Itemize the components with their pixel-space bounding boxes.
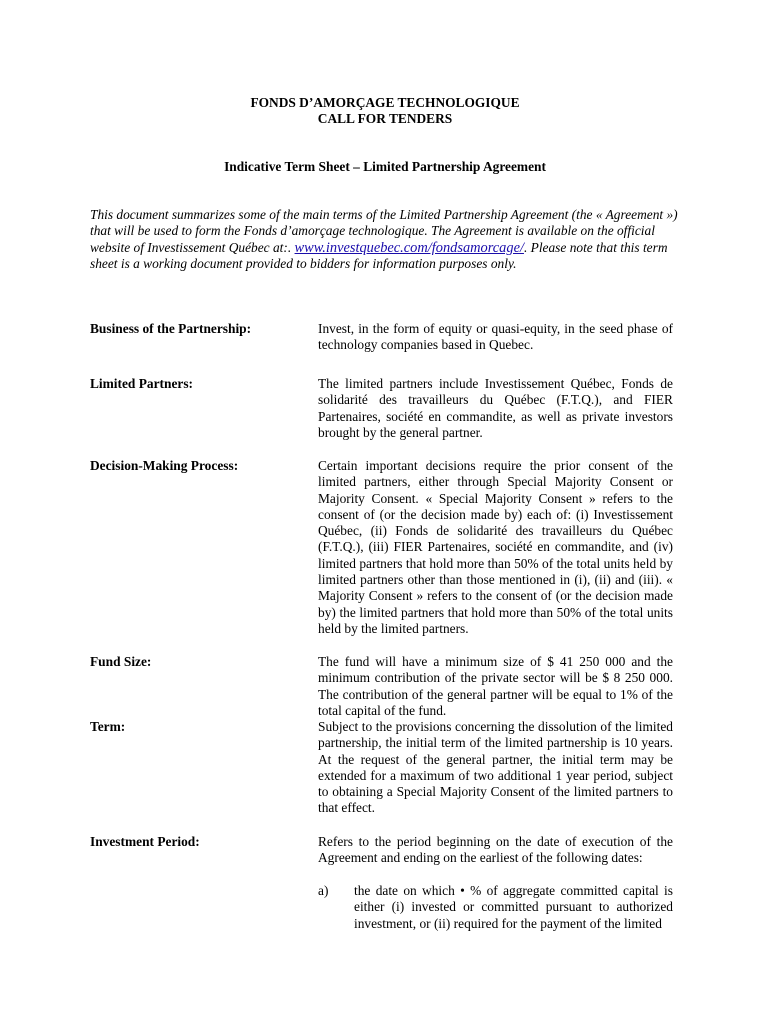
term-sheet-subtitle: Indicative Term Sheet – Limited Partnership Agreement xyxy=(224,159,546,174)
term-label-decision-making: Decision-Making Process: xyxy=(90,458,239,473)
intro-text-end: . Please note that this term sheet is a working document provided to bidders for information purposes only. xyxy=(90,239,668,271)
term-label-term: Term: xyxy=(90,719,126,734)
intro-paragraph xyxy=(90,207,680,272)
intro-text: This document summarizes some of the main terms of the Limited Partnership Agreement (the « Agreement ») that will be used to form the Fonds d’amorçage technologique. The Agreement is available on the official website of Investissement Québec at:. xyxy=(90,207,678,255)
fund-name-heading: FONDS D’AMORÇAGE TECHNOLOGIQUE xyxy=(250,95,520,110)
term-label-investment-period: Investment Period: xyxy=(90,834,200,849)
term-text-business: Invest, in the form of equity or quasi-equity, in the seed phase of technology companies based in Quebec. xyxy=(318,321,673,353)
term-label-business: Business of the Partnership: xyxy=(90,321,252,336)
list-item-text: the date on which • % of aggregate committed capital is either (i) invested or committed pursuant to authorized investment, or (ii) required for the payment of the limited xyxy=(354,883,673,931)
call-for-tenders-heading: CALL FOR TENDERS xyxy=(317,111,453,126)
term-label-fund-size: Fund Size: xyxy=(90,654,152,669)
term-text-term: Subject to the provisions concerning the dissolution of the limited partnership, the initial term of the limited partnership is 10 years. At the request of the general partner, the initial term may be extended for a maximum of two additional 1 year period, subject to obtaining a Special Majority Consent of the limited partners to that effect. xyxy=(318,719,673,816)
term-text-limited-partners: The limited partners include Investissement Québec, Fonds de solidarité des travailleurs du Québec (F.T.Q.), and FIER Partenaires, société en commandite, as well as private investors brought by the general partner. xyxy=(318,376,673,440)
term-text-fund-size: The fund will have a minimum size of $ 41 250 000 and the minimum contribution of the private sector will be $ 8 250 000. The contribution of the general partner will be equal to 1% of the total capital of the fund. xyxy=(318,654,673,718)
investquebec-link[interactable]: www.investquebec.com/fondsamorcage/ xyxy=(294,239,524,256)
term-label-limited-partners: Limited Partners: xyxy=(90,376,194,391)
term-text-decision-making: Certain important decisions require the prior consent of the limited partners, either through Special Majority Consent or Majority Consent. « Special Majority Consent » refers to the consent of (or the decision made by) each of: (i) Investissement Québec, (ii) Fonds de solidarité des travailleurs du Québec (F.T.Q.), (iii) FIER Partenaires, société en commandite, and (iv) limited partners that hold more than 50% of the total units held by limited partners other than those mentioned in (i), (ii) and (iii). « Majority Consent » refers to the consent of (or the decision made by) the limited partners that hold more than 50% of the total units held by the limited partners. xyxy=(318,458,673,636)
term-text-investment-period: Refers to the period beginning on the date of execution of the Agreement and ending on the earliest of the following dates: xyxy=(318,834,673,866)
list-item-letter: a) xyxy=(318,883,329,898)
